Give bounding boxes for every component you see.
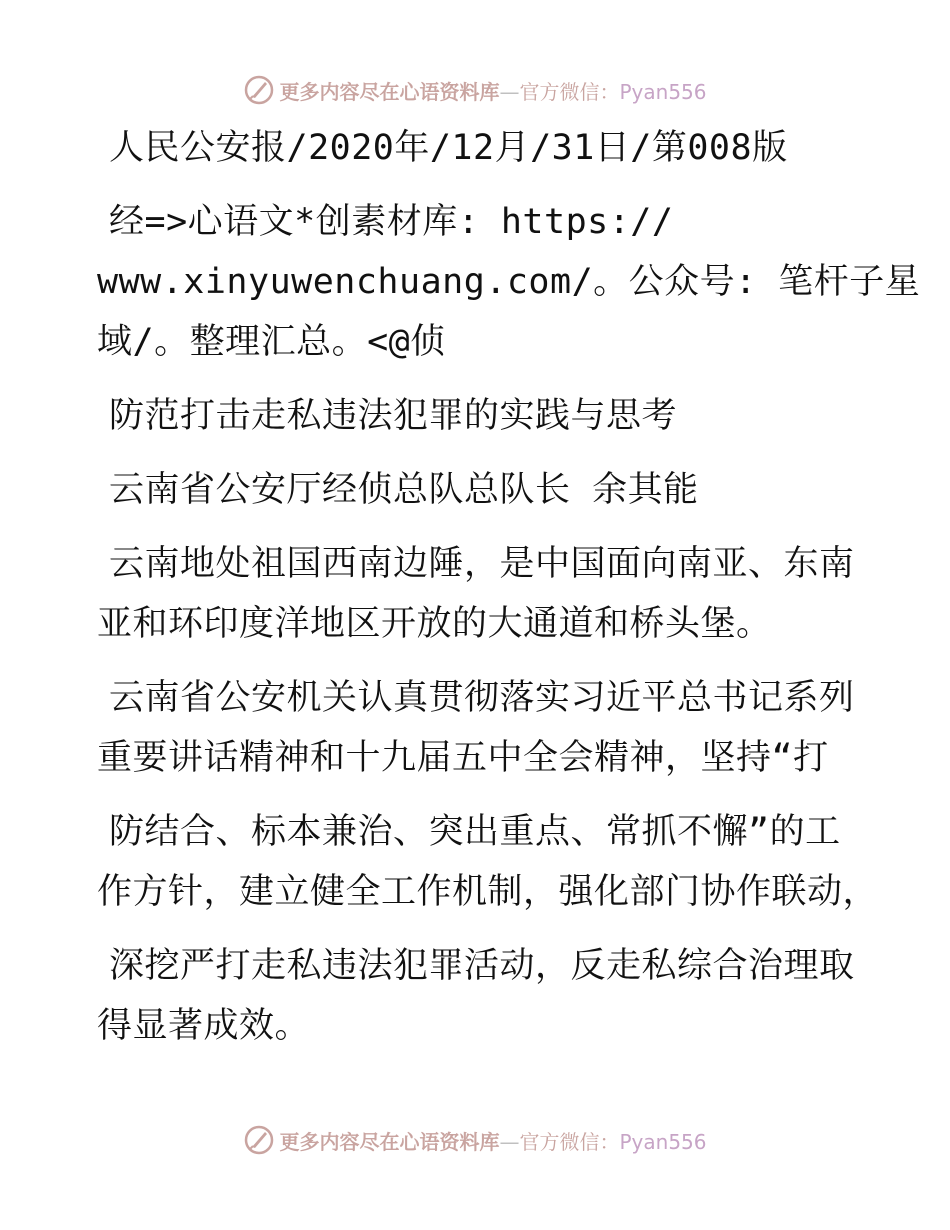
paragraph-line: 深挖严打走私违法犯罪活动，反走私综合治理取 [109, 946, 855, 986]
quill-logo-icon [243, 1124, 275, 1156]
watermark-id: Pyan556 [619, 1129, 707, 1154]
watermark-sep: — [499, 79, 520, 104]
paragraph [97, 802, 879, 922]
paragraph [97, 668, 855, 788]
paragraph-line: 亚和环印度洋地区开放的大通道和桥头堡。 [97, 604, 772, 644]
paragraph-line: 云南省公安机关认真贯彻落实习近平总书记系列 [109, 678, 855, 718]
footer-watermark [0, 1122, 950, 1158]
paragraph-line: 重要讲话精神和十九届五中全会精神，坚持“打 [97, 738, 829, 778]
watermark-main: 更多内容尽在心语资料库 [279, 1129, 500, 1154]
quill-logo-icon [243, 74, 275, 106]
header-watermark [0, 72, 950, 108]
paragraph [97, 936, 855, 1056]
watermark-label: 官方微信： [519, 1129, 620, 1154]
article-author: 云南省公安厅经侦总队总队长 余其能 [109, 470, 699, 510]
paragraph-line: 作方针，建立健全工作机制，强化部门协作联动， [97, 872, 879, 912]
watermark-main: 更多内容尽在心语资料库 [279, 79, 500, 104]
watermark-sep: — [499, 1129, 520, 1154]
watermark-id: Pyan556 [619, 79, 707, 104]
notice-line: www.xinyuwenchuang.com/。公众号: 笔杆子星 [97, 262, 921, 302]
article-title: 防范打击走私违法犯罪的实践与思考 [109, 396, 678, 436]
notice-line: 域/。整理汇总。<@侦 [97, 322, 446, 362]
paragraph-line: 得显著成效。 [97, 1006, 311, 1046]
document-body [97, 118, 921, 1070]
paragraph-line: 防结合、标本兼治、突出重点、常抓不懈”的工 [109, 812, 841, 852]
watermark-label: 官方微信： [519, 79, 620, 104]
paragraph [97, 534, 855, 654]
source-line: 人民公安报/2020年/12月/31日/第008版 [109, 128, 788, 168]
notice-block [97, 192, 921, 372]
paragraph-line: 云南地处祖国西南边陲，是中国面向南亚、东南 [109, 544, 855, 584]
notice-line: 经=>心语文*创素材库: https:// [109, 202, 674, 242]
